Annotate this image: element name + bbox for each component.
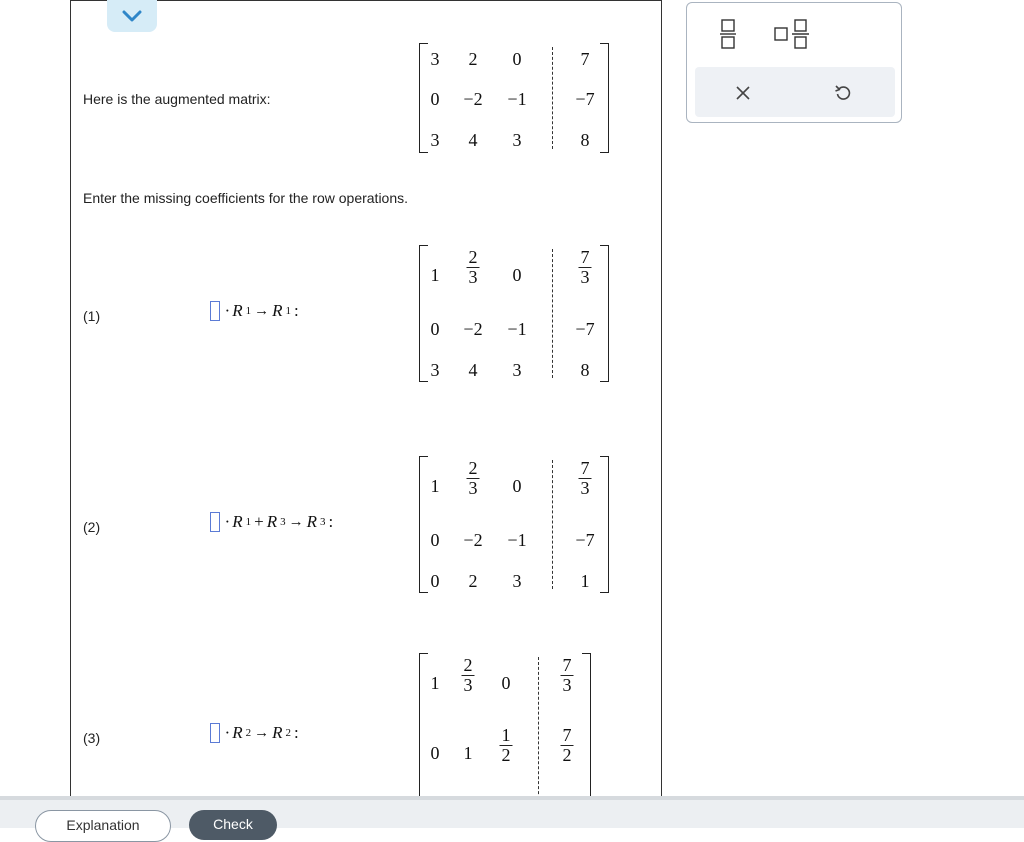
coefficient-input[interactable] [210, 512, 220, 532]
row-operation: · R 2 → R 2 : [210, 723, 299, 743]
fraction-tool-button[interactable] [713, 17, 743, 51]
matrix-cell: 2 [468, 49, 478, 69]
arrow-icon: → [254, 724, 270, 741]
matrix-cell: −2 [463, 89, 483, 109]
step-number: (3) [83, 730, 101, 746]
matrix-fraction: $\frac{7}{3}$ [580, 458, 590, 498]
arrow-icon: → [254, 302, 270, 319]
clear-button[interactable] [731, 81, 755, 105]
matrix-fraction: $\frac{7}{3}$ [562, 655, 572, 695]
row-subscript: 3 [320, 516, 326, 528]
row-operation: · R 1 → R 1 : [210, 301, 299, 321]
undo-button[interactable] [831, 81, 855, 105]
matrix-fraction: $\frac{2}{3}$ [468, 458, 478, 498]
matrix-cell: 3 [430, 49, 440, 69]
plus-sign: + [254, 512, 264, 531]
row-symbol: R [232, 512, 243, 531]
augmented-matrix [419, 43, 609, 153]
step-number: (1) [83, 308, 101, 324]
matrix-cell: 1 [580, 571, 590, 591]
math-toolbar [686, 2, 902, 123]
matrix-cell: −7 [575, 530, 595, 550]
close-icon [735, 85, 751, 101]
matrix-cell: −1 [507, 89, 527, 109]
row-symbol: R [272, 723, 283, 742]
mixed-number-tool-button[interactable] [771, 17, 815, 51]
matrix-cell: 1 [430, 265, 440, 285]
row-symbol: R [232, 723, 243, 742]
matrix-fraction: $\frac{2}{3}$ [463, 655, 473, 695]
matrix-cell: 0 [430, 89, 440, 109]
result-matrix-2 [419, 456, 609, 593]
row-subscript: 1 [285, 305, 292, 317]
intro-label: Here is the augmented matrix: [83, 91, 271, 107]
matrix-cell: 8 [580, 360, 590, 380]
matrix-cell: 0 [512, 49, 522, 69]
matrix-cell: 4 [468, 130, 478, 150]
matrix-cell: 3 [430, 360, 440, 380]
row-subscript: 3 [280, 516, 286, 528]
matrix-cell: 1 [430, 476, 440, 496]
matrix-cell: −2 [463, 530, 483, 550]
matrix-cell: 3 [430, 130, 440, 150]
matrix-cell: 0 [512, 265, 522, 285]
chevron-down-icon [121, 9, 143, 23]
matrix-cell: −7 [575, 89, 595, 109]
matrix-cell: 3 [512, 130, 522, 150]
coefficient-input[interactable] [210, 723, 220, 743]
row-subscript: 1 [245, 516, 252, 528]
row-symbol: R [266, 512, 278, 531]
matrix-cell: 2 [468, 571, 478, 591]
matrix-cell: −7 [575, 319, 595, 339]
matrix-cell: −2 [463, 319, 483, 339]
matrix-cell: 0 [430, 530, 440, 550]
result-matrix-1 [419, 245, 609, 382]
matrix-cell: 1 [430, 673, 440, 693]
matrix-cell: 3 [512, 571, 522, 591]
matrix-cell: 0 [501, 673, 511, 693]
row-operation: · R 1 + R 3 → R 3 : [210, 512, 333, 532]
matrix-cell: 4 [468, 360, 478, 380]
matrix-cell: −1 [507, 319, 527, 339]
arrow-icon: → [288, 513, 304, 530]
matrix-fraction: $\frac{7}{3}$ [580, 247, 590, 287]
toolbar-actions-row [695, 67, 895, 117]
row-subscript: 1 [245, 305, 252, 317]
top-border [70, 0, 662, 1]
matrix-cell: −1 [507, 530, 527, 550]
row-symbol: R [232, 301, 243, 320]
fraction-icon [719, 18, 737, 50]
matrix-fraction: $\frac{2}{3}$ [468, 247, 478, 287]
matrix-cell: 0 [512, 476, 522, 496]
step-number: (2) [83, 519, 101, 535]
matrix-cell: 0 [430, 319, 440, 339]
matrix-cell: 8 [580, 130, 590, 150]
collapse-chevron-button[interactable] [107, 0, 157, 32]
undo-icon [834, 84, 852, 102]
matrix-cell: 1 [463, 743, 473, 763]
result-matrix-3 [419, 653, 591, 813]
matrix-fraction: $\frac{1}{2}$ [501, 725, 511, 765]
matrix-cell: 3 [512, 360, 522, 380]
mixed-number-icon [773, 18, 813, 50]
row-subscript: 2 [285, 727, 292, 739]
matrix-cell: 0 [430, 743, 440, 763]
row-symbol: R [272, 301, 283, 320]
matrix-fraction: $\frac{7}{2}$ [562, 725, 572, 765]
check-button[interactable]: Check [189, 810, 277, 840]
row-symbol: R [306, 512, 318, 531]
coefficient-input[interactable] [210, 301, 220, 321]
matrix-cell: 7 [580, 49, 590, 69]
row-subscript: 2 [245, 727, 252, 739]
matrix-cell: 0 [430, 571, 440, 591]
explanation-button[interactable]: Explanation [35, 810, 171, 842]
instruction-text: Enter the missing coefficients for the row operations. [83, 190, 409, 206]
